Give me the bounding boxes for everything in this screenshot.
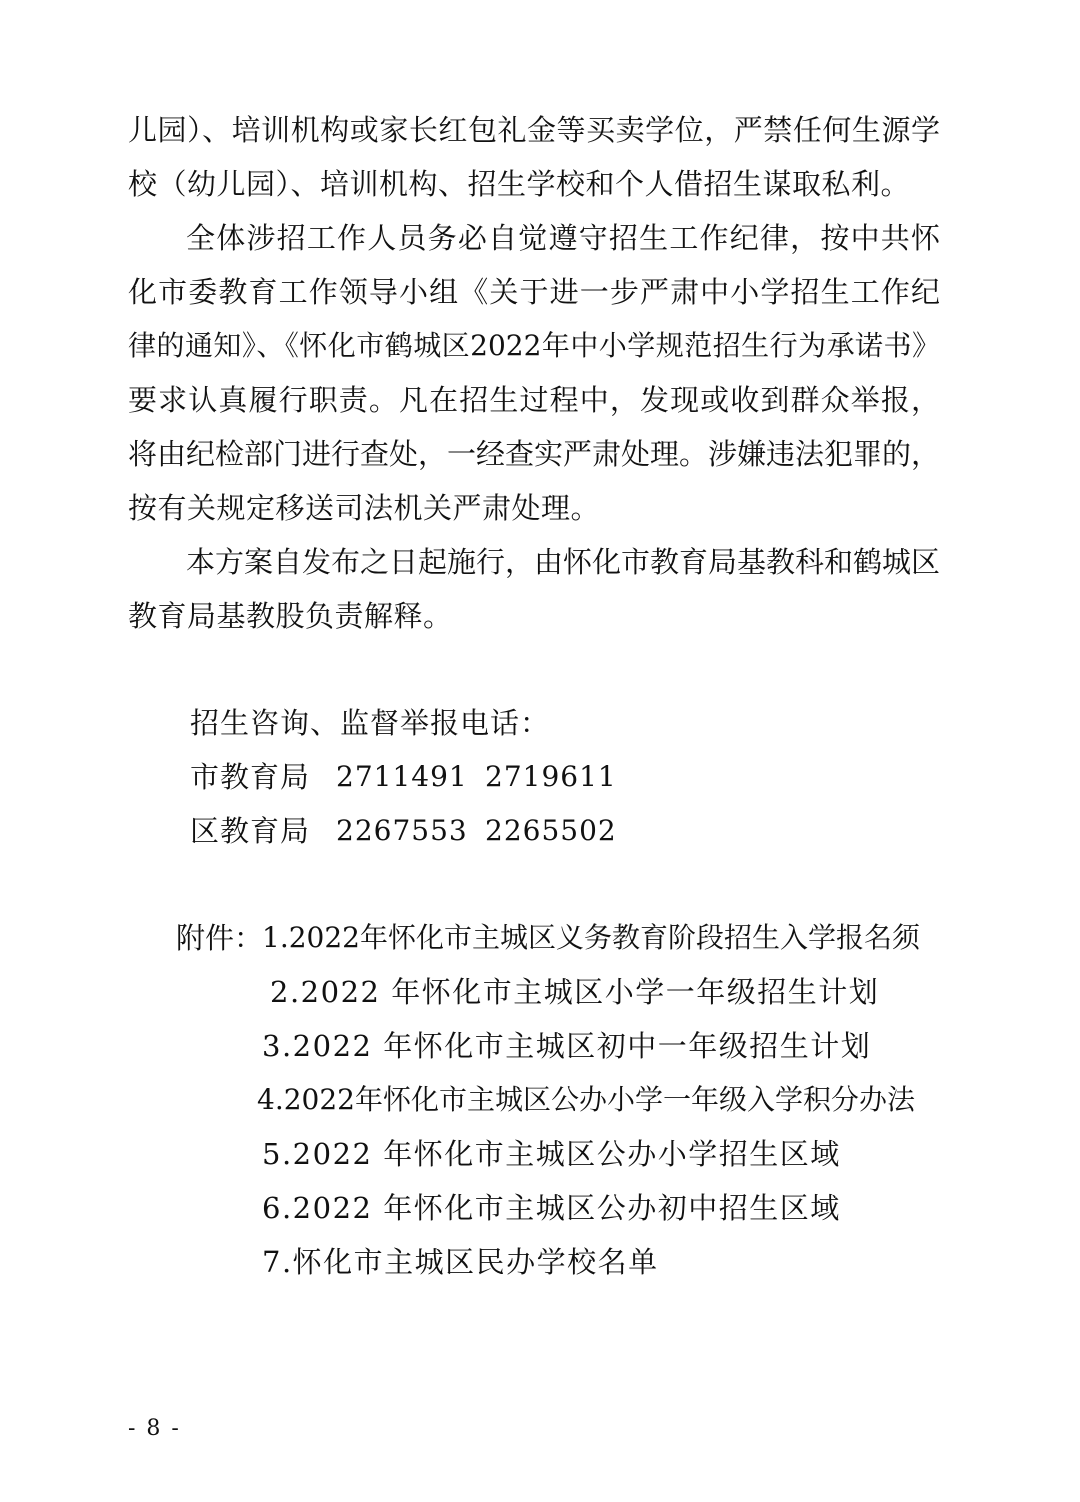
contact-row-2-name: 区教育局 <box>190 814 311 848</box>
attachment-item-2: 2.2022 年怀化市主城区小学一年级招生计划 <box>270 975 880 1009</box>
body-line-10: 教育局基教股负责解释。 <box>128 599 453 633</box>
body-line-3: 全体涉招工作人员务必自觉遵守招生工作纪律，按中共怀 <box>186 221 940 255</box>
body-line-1: 儿园）、培训机构或家长红包礼金等买卖学位，严禁任何生源学 <box>128 113 940 147</box>
contact-heading: 招生咨询、监督举报电话： <box>190 706 551 740</box>
page-number: - 8 - <box>128 1416 181 1441</box>
contact-row-1-phone-1: 2711491 <box>336 760 468 793</box>
body-line-6: 要求认真履行职责。凡在招生过程中，发现或收到群众举报， <box>128 383 940 417</box>
contact-row-2-phone-1: 2267553 <box>336 814 468 847</box>
contact-row-1-name: 市教育局 <box>190 760 311 794</box>
contact-row-2-phone-2: 2265502 <box>485 814 617 847</box>
body-line-4: 化市委教育工作领导小组《关于进一步严肃中小学招生工作纪 <box>128 275 940 309</box>
contact-row-1-phone-2: 2719611 <box>485 760 617 793</box>
attachment-item-6: 6.2022 年怀化市主城区公办初中招生区域 <box>262 1191 841 1225</box>
attachment-item-7: 7.怀化市主城区民办学校名单 <box>262 1245 659 1279</box>
body-line-7: 将由纪检部门进行查处，一经查实严肃处理。涉嫌违法犯罪的， <box>128 437 941 471</box>
body-line-2: 校（幼儿园）、培训机构、招生学校和个人借招生谋取私利。 <box>128 167 911 201</box>
attachment-item-4: 4.2022年怀化市主城区公办小学一年级入学积分办法 <box>257 1083 915 1116</box>
body-line-5: 律的通知》、《怀化市鹤城区2022年中小学规范招生行为承诺书》 <box>128 329 940 362</box>
attachment-item-5: 5.2022 年怀化市主城区公办小学招生区域 <box>262 1137 841 1171</box>
body-line-9: 本方案自发布之日起施行，由怀化市教育局基教科和鹤城区 <box>186 545 941 579</box>
attachments-label: 附件： <box>176 921 264 955</box>
attachment-item-1: 1.2022年怀化市主城区义务教育阶段招生入学报名须 <box>262 921 920 954</box>
attachment-item-3: 3.2022 年怀化市主城区初中一年级招生计划 <box>262 1029 872 1063</box>
body-line-8: 按有关规定移送司法机关严肃处理。 <box>128 491 601 525</box>
